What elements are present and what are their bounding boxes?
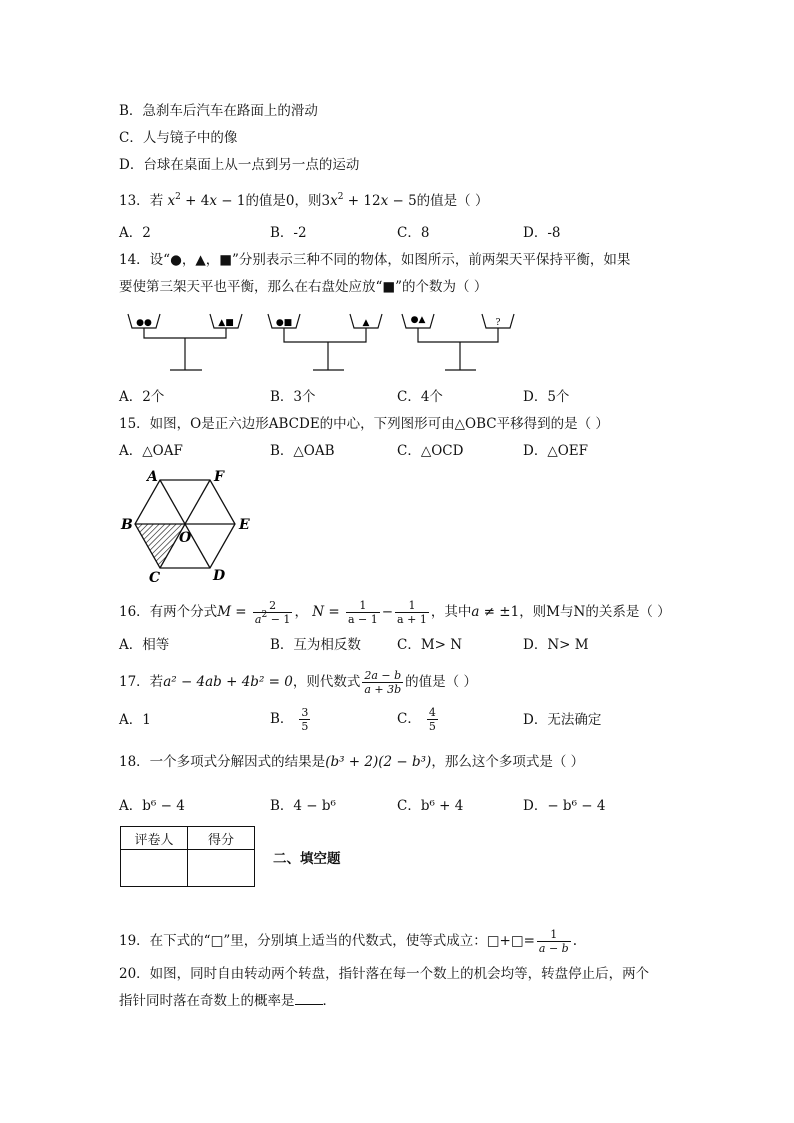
- q18-options: [119, 796, 679, 818]
- q16-option-d: D．N> M: [523, 637, 589, 653]
- q18-option-c: C．b⁶ + 4: [397, 798, 464, 814]
- label-d: D: [213, 568, 226, 584]
- score-table-reviewer-cell[interactable]: [121, 850, 188, 887]
- q12-option-d: D．台球在桌面上从一点到另一点的运动: [119, 157, 360, 173]
- q17-fraction: $\frac{2a - b}{a + 3b}$: [364, 669, 402, 696]
- q14-stem-line1: 14．设“●，▲，■”分别表示三种不同的物体，如图所示，前两架天平保持平衡，如果: [119, 252, 631, 268]
- answer-blank[interactable]: [295, 992, 323, 1005]
- q15-stem: 15．如图，O是正六边形ABCDE的中心，下列图形可由△OBC平移得到的是（ ）: [119, 416, 609, 432]
- q19-stem: 19．在下式的“□”里，分别填上适当的代数式，使等式成立：□+□= $\frac{1}{a - b}$ .: [119, 928, 577, 955]
- q20-stem-line1: 20．如图，同时自由转动两个转盘，指针落在每一个数上的机会均等，转盘停止后，两个: [119, 966, 650, 982]
- q14-option-a: A．2个: [119, 389, 165, 405]
- q18-option-b: B．4 − b⁶: [270, 798, 336, 814]
- label-a: A: [147, 469, 158, 485]
- balance-scales-figure: [118, 308, 528, 378]
- scale-1-beam: [144, 328, 226, 338]
- q14-options: [119, 387, 679, 409]
- q17-option-d: D．无法确定: [523, 712, 602, 728]
- score-table: [120, 826, 255, 887]
- q16-option-b: B．互为相反数: [270, 637, 361, 653]
- section-2-title: 二、填空题: [273, 851, 341, 867]
- q17-options: [119, 706, 679, 736]
- scale-2-beam: [284, 328, 366, 342]
- q16-stem: 16．有两个分式M = $\frac{2}{a^2 - 1}$ ， N = $\frac{1}{a - 1}$ − $\frac{1}{a + 1}$ ，其中a ≠ ±1，则M与N的关系是（ ）: [119, 599, 671, 626]
- m-fraction: $\frac{2}{a^2 - 1}$: [254, 599, 291, 626]
- q13-option-c: C．8: [397, 225, 430, 241]
- label-c: C: [149, 570, 161, 586]
- q18-option-a: A．b⁶ − 4: [119, 798, 185, 814]
- q14-option-b: B．3个: [270, 389, 316, 405]
- n-fraction-2: $\frac{1}{a + 1}$: [397, 599, 427, 626]
- q12-option-b: B．急刹车后汽车在路面上的滑动: [119, 103, 318, 119]
- q15-option-b: B．△OAB: [270, 443, 335, 459]
- score-table-score-cell[interactable]: [188, 850, 255, 887]
- q16-option-a: A．相等: [119, 637, 170, 653]
- q13-options: [119, 223, 679, 245]
- q14-option-d: D．5个: [523, 389, 570, 405]
- q15-option-a: A．△OAF: [119, 443, 183, 459]
- hexagon-figure: [115, 466, 260, 586]
- q18-option-d: D．− b⁶ − 4: [523, 798, 606, 814]
- q15-options: [119, 441, 679, 463]
- q14-option-c: C．4个: [397, 389, 443, 405]
- q13-option-d: D．-8: [523, 225, 561, 241]
- label-e: E: [239, 517, 250, 533]
- scale-2-right-items: ▲: [362, 318, 370, 328]
- q17-option-b: B． $\frac{3}{5}$: [270, 706, 309, 733]
- label-b: B: [121, 517, 133, 533]
- q16-options: [119, 635, 679, 657]
- scale-3-right-items: ?: [495, 318, 501, 328]
- n-fraction-1: $\frac{1}{a - 1}$: [347, 599, 378, 626]
- score-table-score-header: 得分: [188, 827, 255, 850]
- q16-option-c: C．M> N: [397, 637, 463, 653]
- q13-option-b: B．-2: [270, 225, 307, 241]
- q17-stem: 17．若a² − 4ab + 4b² = 0，则代数式 $\frac{2a - b}{a + 3b}$ 的值是（ ）: [119, 669, 477, 696]
- q12-option-c: C．人与镜子中的像: [119, 130, 238, 146]
- scale-2-left-items: ●■: [275, 318, 293, 328]
- label-o: O: [179, 530, 192, 546]
- q13-option-a: A．2: [119, 225, 151, 241]
- q17-option-c: C． $\frac{4}{5}$: [397, 706, 436, 733]
- q18-stem: 18．一个多项式分解因式的结果是(b³ + 2)(2 − b³)，那么这个多项式是（ ）: [119, 754, 585, 770]
- q17-option-a: A．1: [119, 712, 151, 728]
- scale-1-left-items: ●●: [136, 318, 152, 328]
- q15-option-d: D．△OEF: [523, 443, 588, 459]
- scale-1-right-items: ▲■: [218, 318, 234, 328]
- shaded-triangle-obc: [135, 524, 185, 568]
- q20-stem-line2: 指针同时落在奇数上的概率是 ．: [119, 993, 336, 1009]
- scale-3-beam: [418, 328, 498, 342]
- q14-stem-line2: 要使第三架天平也平衡，那么在右盘处应放“■”的个数为（ ）: [119, 279, 488, 295]
- q15-option-c: C．△OCD: [397, 443, 464, 459]
- label-f: F: [214, 469, 224, 485]
- scale-3-left-items: ●▲: [410, 315, 426, 325]
- q13-stem: 13．若 $x^2 + 4x - 1$的值是0，则$3x^2 + 12x - 5$的值是（ ）: [119, 192, 489, 209]
- q19-fraction: $\frac{1}{a - b}$: [538, 928, 569, 955]
- score-table-reviewer-header: 评卷人: [121, 827, 188, 850]
